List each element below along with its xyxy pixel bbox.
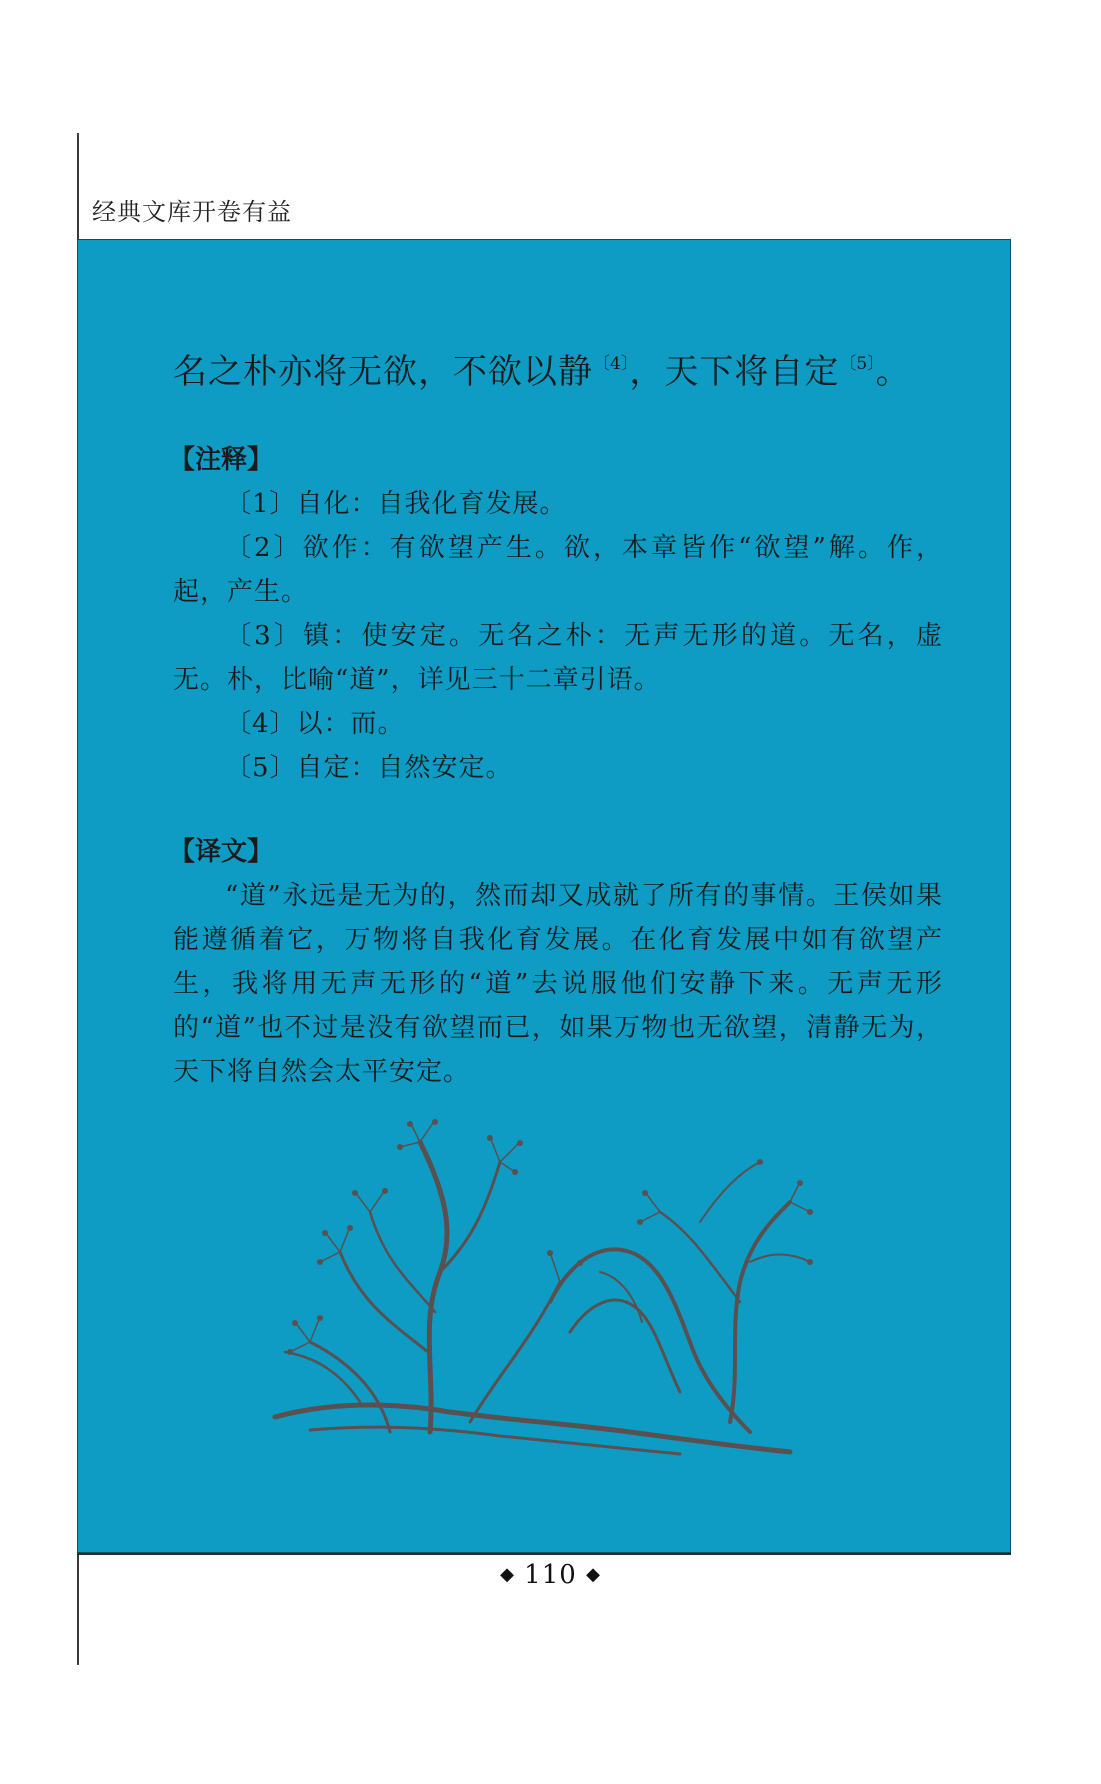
running-header: 经典文库开卷有益: [92, 198, 292, 226]
ornament-left: ◆: [500, 1564, 515, 1585]
classic-text-line: 名之朴亦将无欲，不欲以静$^{〔4〕}$，天下将自定$^{〔5〕}$。: [173, 352, 911, 392]
page-content: [169, 338, 943, 1094]
note-ref-5: 〔5〕: [839, 354, 876, 374]
note-item: 〔1〕自化：自我化育发展。: [225, 489, 567, 519]
notes-heading: 【注释】: [169, 445, 274, 475]
note-item: 〔2〕欲作：有欲望产生。欲，本章皆作“欲望”解。作，起，产生。: [173, 533, 943, 607]
translation-heading: 【译文】: [169, 837, 274, 867]
page-number: [0, 1560, 1101, 1590]
ornament-right: ◆: [586, 1564, 601, 1585]
tree-ink-illustration: [270, 1102, 820, 1464]
note-item: 〔3〕镇：使安定。无名之朴：无声无形的道。无名，虚无。朴，比喻“道”，详见三十二章引语。: [173, 621, 943, 695]
note-ref-4: 〔4〕: [593, 354, 630, 374]
footer-rule: [77, 1553, 1011, 1555]
notes-list: [173, 482, 943, 790]
note-item: 〔4〕以：而。: [225, 709, 405, 739]
page-number-value: 110: [524, 1560, 577, 1590]
translation-paragraph: “道”永远是无为的，然而却又成就了所有的事情。王侯如果能遵循着它，万物将自我化育发展。在化育发展中如有欲望产生，我将用无声无形的“道”去说服他们安静下来。无声无形的“道”也不过是没有欲望而已，如果万物也无欲望，清静无为，天下将自然会太平安定。: [173, 881, 943, 1087]
note-item: 〔5〕自定：自然安定。: [225, 753, 513, 783]
